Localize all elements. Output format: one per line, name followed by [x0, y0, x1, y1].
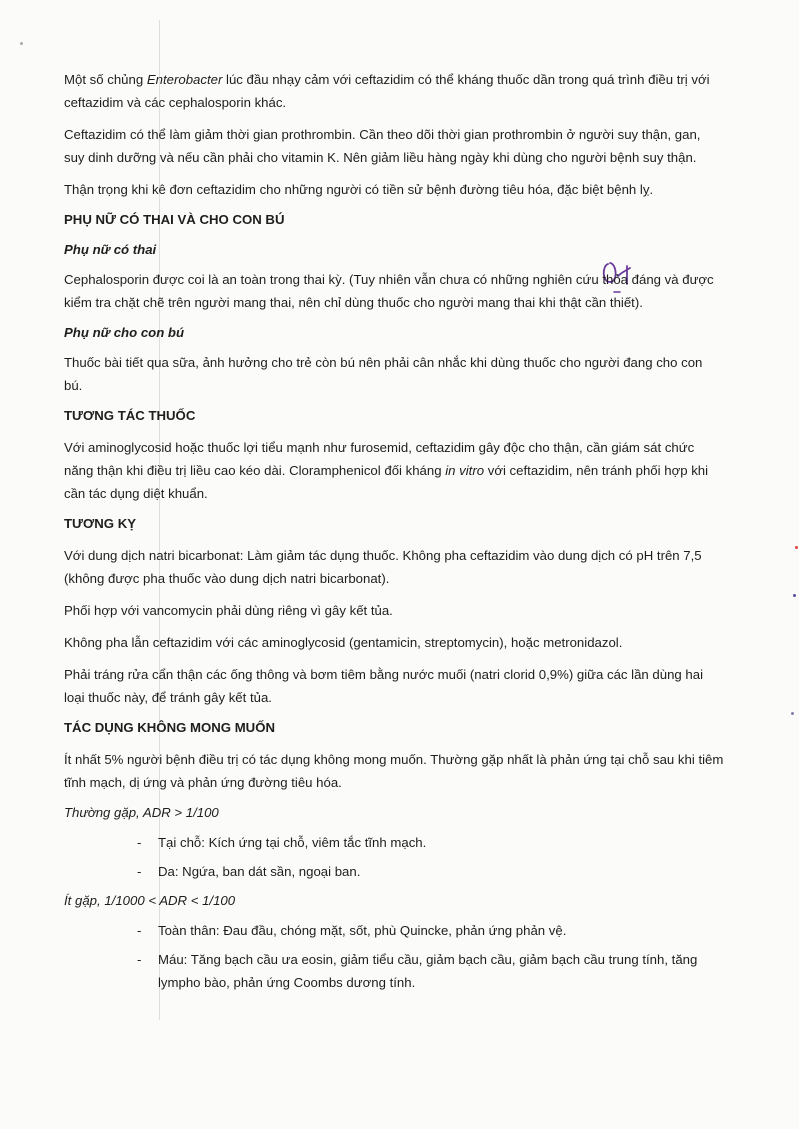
list-marker: - — [137, 864, 142, 879]
precaution-paragraph: Ceftazidim có thể làm giảm thời gian prothrombin. Cần theo dõi thời gian prothrombin ở người suy thận, gan, suy dinh dưỡng và nếu cần phải cho vitamin K. Nên giảm liều hàng ngày khi dùng cho người bệnh suy thận. — [64, 127, 701, 165]
subsection-heading: Phụ nữ có thai — [64, 242, 157, 257]
scan-speck — [795, 546, 798, 549]
common-effects-list — [64, 831, 724, 883]
precautions-section — [64, 68, 724, 201]
incompatibility-section — [64, 514, 724, 709]
pregnancy-section — [64, 210, 724, 397]
section-heading: PHỤ NỮ CÓ THAI VÀ CHO CON BÚ — [64, 212, 285, 227]
incompatibility-paragraph: Phối hợp với vancomycin phải dùng riêng vì gây kết tủa. — [64, 603, 393, 618]
list-marker: - — [137, 923, 142, 938]
list-item — [64, 919, 724, 942]
uncommon-effects-list — [64, 919, 724, 994]
incompatibility-paragraph: Phải tráng rửa cẩn thận các ống thông và bơm tiêm bằng nước muối (natri clorid 0,9%) giữa các lần dùng hai loại thuốc này, để tránh gây kết tủa. — [64, 667, 704, 705]
precaution-paragraph: Một số chủng Enterobacter lúc đầu nhạy cảm với ceftazidim có thể kháng thuốc dần trong quá trình điều trị với ceftazidim và các cephalosporin khác. — [64, 72, 710, 110]
incompatibility-paragraph: Không pha lẫn ceftazidim với các aminoglycosid (gentamicin, streptomycin), hoặc metronidazol. — [64, 635, 623, 650]
interactions-section — [64, 406, 724, 505]
section-heading: TƯƠNG TÁC THUỐC — [64, 408, 196, 423]
document-body — [64, 68, 724, 1002]
list-item-text: Tại chỗ: Kích ứng tại chỗ, viêm tắc tĩnh mạch. — [158, 835, 427, 850]
pregnancy-paragraph: Cephalosporin được coi là an toàn trong thai kỳ. (Tuy nhiên vẫn chưa có những nghiên cứu thỏa đáng và được kiểm tra chặt chẽ trên người mang thai, nên chỉ dùng thuốc cho người mang thai khi thật cần thiết). — [64, 272, 714, 310]
adverse-intro: Ít nhất 5% người bệnh điều trị có tác dụng không mong muốn. Thường gặp nhất là phản ứng tại chỗ sau khi tiêm tĩnh mạch, dị ứng và phản ứng đường tiêu hóa. — [64, 752, 724, 790]
list-item — [64, 860, 724, 883]
section-heading: TƯƠNG KỴ — [64, 516, 137, 531]
list-marker: - — [137, 835, 142, 850]
frequency-label: Thường gặp, ADR > 1/100 — [64, 805, 219, 820]
adverse-effects-section — [64, 718, 724, 994]
list-item — [64, 948, 724, 994]
list-marker: - — [137, 952, 142, 967]
interactions-paragraph: Với aminoglycosid hoặc thuốc lợi tiểu mạnh như furosemid, ceftazidim gây độc cho thận, cần giám sát chức năng thận khi điều trị liều cao kéo dài. Cloramphenicol đối kháng in vitro với ceftazidim, nên tránh phối hợp khi cần tác dụng diệt khuẩn. — [64, 440, 709, 501]
scan-speck — [793, 594, 796, 597]
list-item-text: Toàn thân: Đau đầu, chóng mặt, sốt, phù Quincke, phản ứng phản vệ. — [158, 923, 567, 938]
subsection-heading: Phụ nữ cho con bú — [64, 325, 185, 340]
list-item — [64, 831, 724, 854]
incompatibility-paragraph: Với dung dịch natri bicarbonat: Làm giảm tác dụng thuốc. Không pha ceftazidim vào dung dịch có pH trên 7,5 (không được pha thuốc vào dung dịch natri bicarbonat). — [64, 548, 702, 586]
nursing-paragraph: Thuốc bài tiết qua sữa, ảnh hưởng cho trẻ còn bú nên phải cân nhắc khi dùng thuốc cho người đang cho con bú. — [64, 355, 703, 393]
list-item-text: Da: Ngứa, ban dát sần, ngoại ban. — [158, 864, 361, 879]
precaution-paragraph: Thận trọng khi kê đơn ceftazidim cho những người có tiền sử bệnh đường tiêu hóa, đặc biệt bệnh lỵ. — [64, 182, 654, 197]
section-heading: TÁC DỤNG KHÔNG MONG MUỐN — [64, 720, 275, 735]
frequency-label: Ít gặp, 1/1000 < ADR < 1/100 — [64, 893, 236, 908]
scan-speck — [20, 42, 23, 45]
list-item-text: Máu: Tăng bạch cầu ưa eosin, giảm tiểu cầu, giảm bạch cầu, giảm bạch cầu trung tính, tăng lympho bào, phản ứng Coombs dương tính. — [158, 952, 698, 990]
scan-speck — [791, 712, 794, 715]
